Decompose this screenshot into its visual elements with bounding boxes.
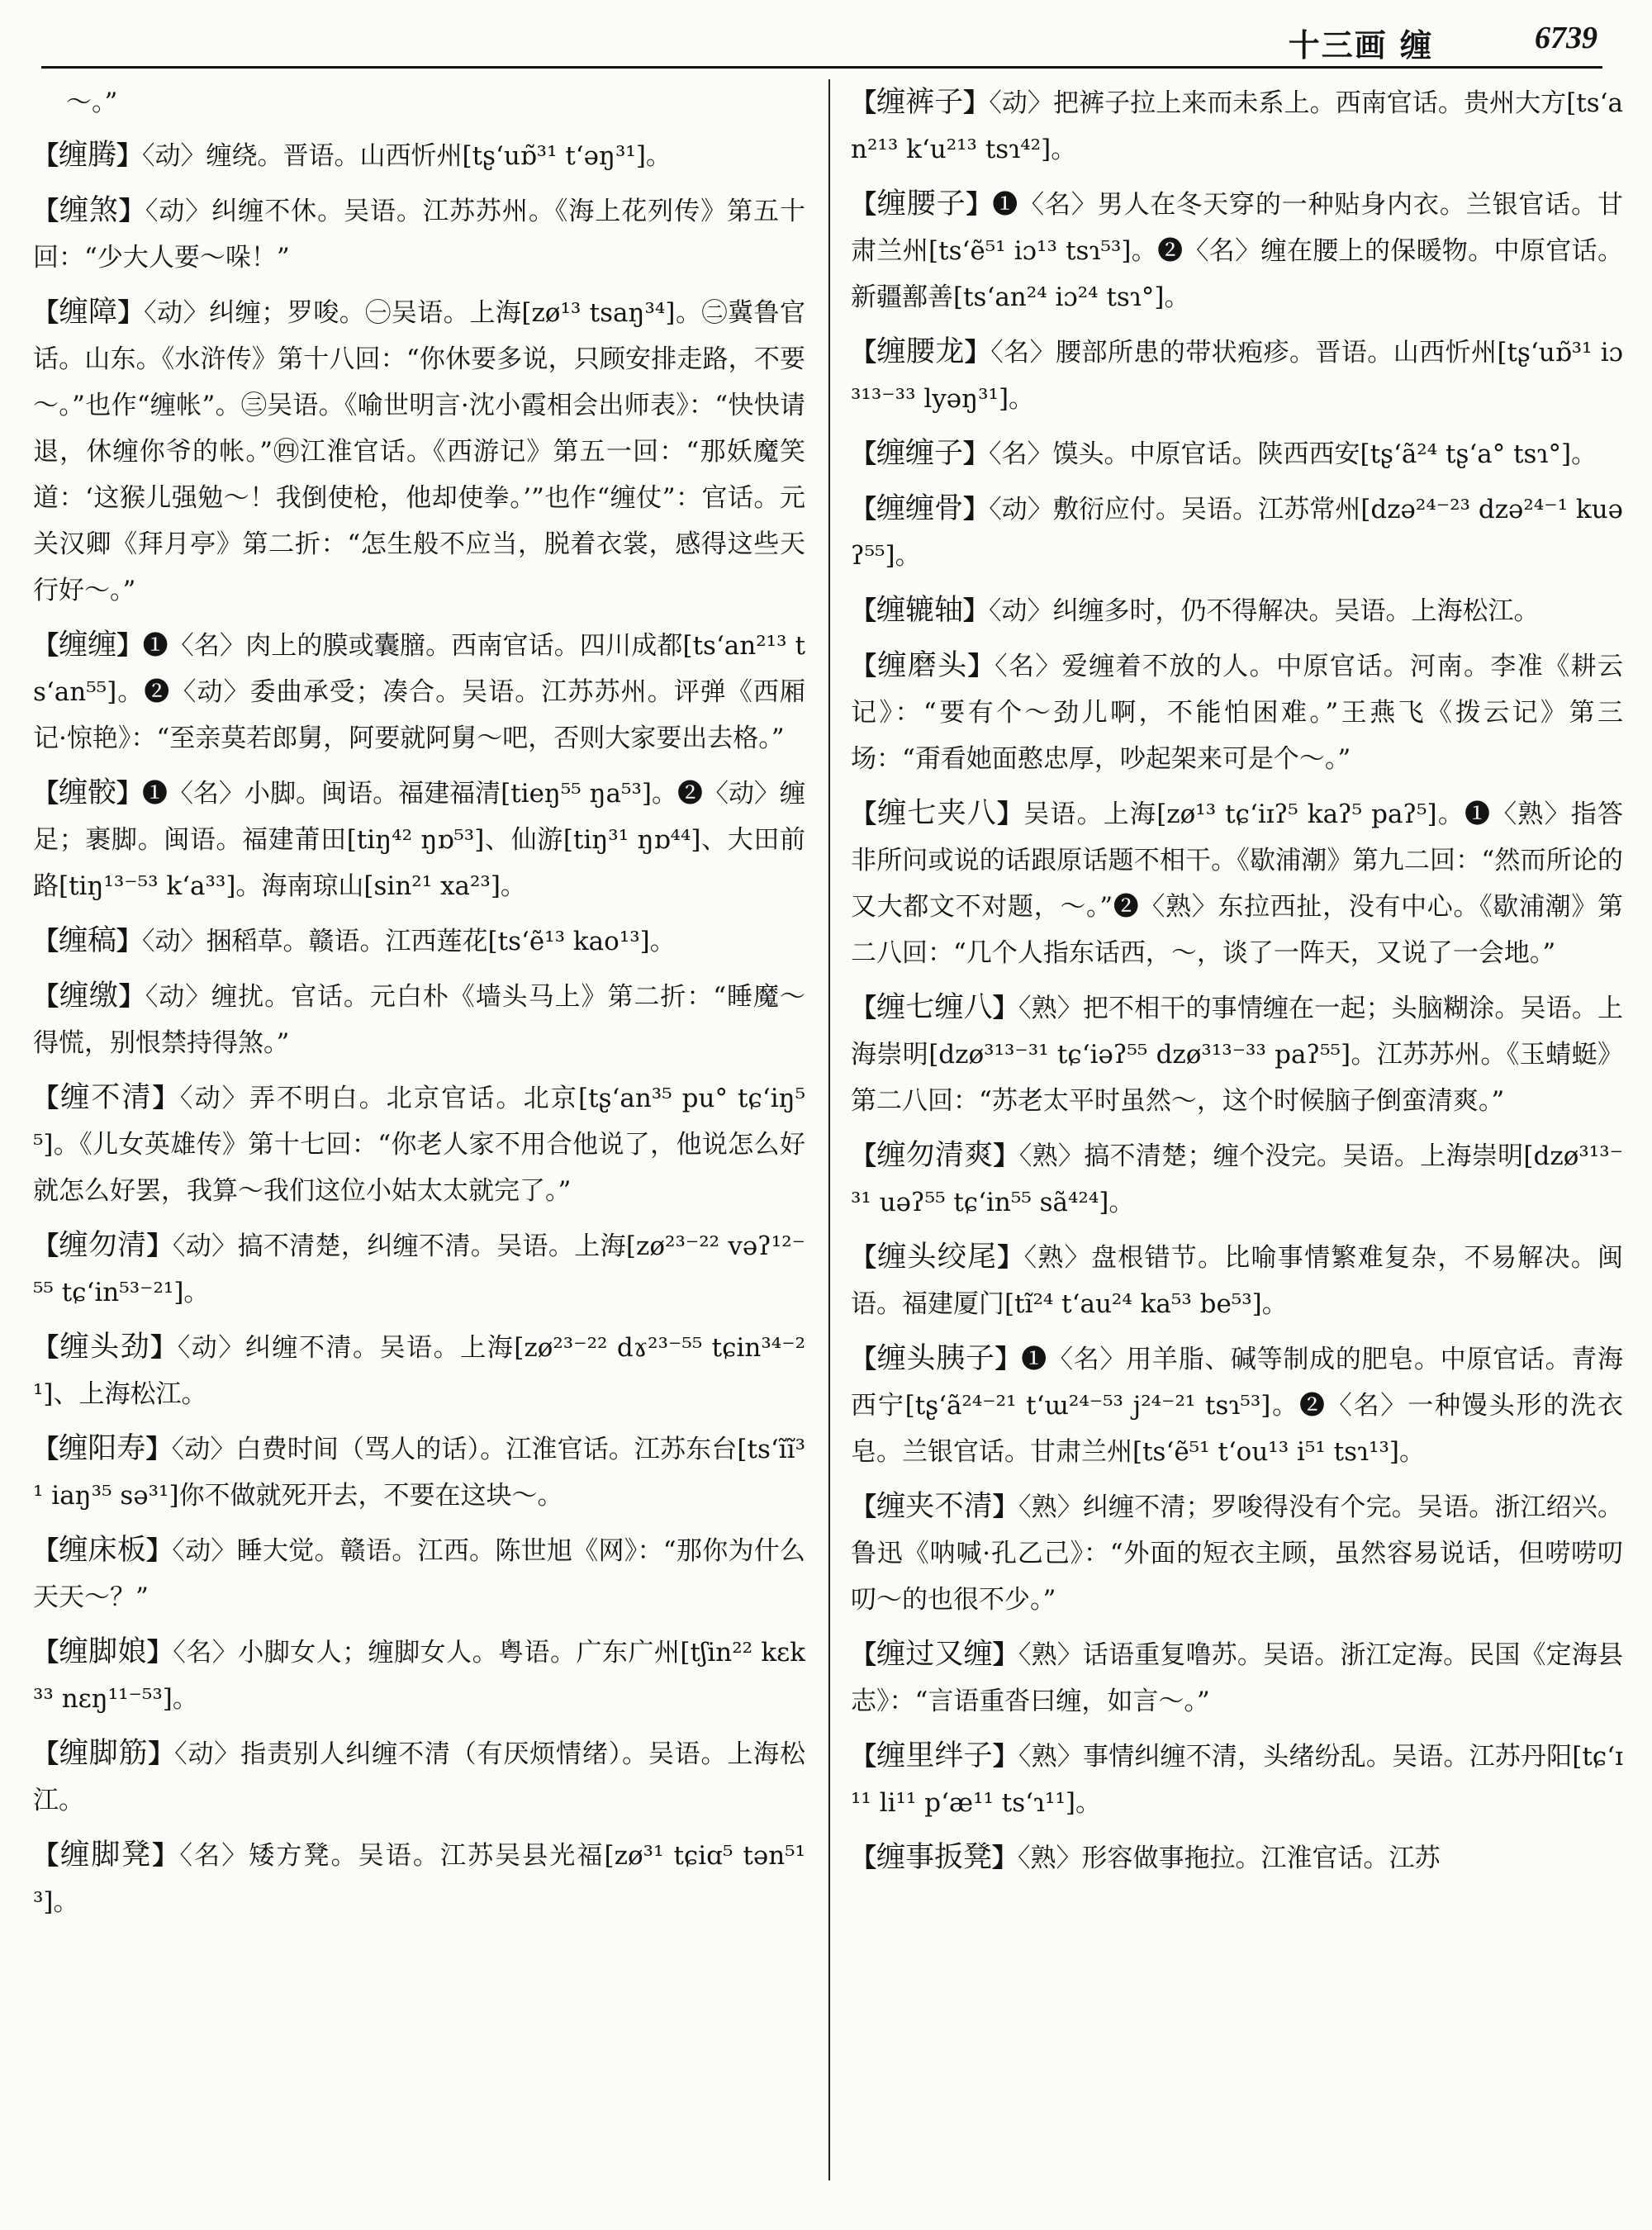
left-bracket: 【 (851, 596, 876, 626)
left-bracket: 【 (33, 631, 59, 661)
left-bracket: 【 (33, 1084, 61, 1113)
dictionary-entry (33, 973, 805, 1066)
definition-text: 〈名〉馍头。中原官话。陕西西安[tʂ‘ã²⁴ tʂ‘a° tsɿ°]。 (989, 439, 1597, 469)
right-bracket: 】 (146, 1638, 173, 1668)
headword: 缠缴 (59, 980, 119, 1013)
left-bracket: 【 (33, 1739, 59, 1769)
right-bracket: 】 (963, 495, 990, 524)
left-bracket: 【 (33, 779, 59, 809)
right-bracket: 】 (997, 1243, 1024, 1273)
right-bracket: 】 (966, 190, 993, 220)
right-bracket: 】 (995, 1345, 1022, 1374)
right-bracket: 】 (964, 338, 991, 368)
definition-text: 〈熟〉盘根错节。比喻事情繁难复杂，不易解决。闽语。福建厦门[tĩ²⁴ t‘au²⁴ ka⁵³ be⁵³]。 (851, 1243, 1623, 1319)
right-bracket: 】 (992, 1843, 1018, 1873)
definition-text: ❶〈名〉小脚。闽语。福建福清[tieŋ⁵⁵ ŋa⁵³]。❷〈动〉缠足；裹脚。闽语。福建莆田[tiŋ⁴² ŋɒ⁵³]、仙游[tiŋ³¹ ŋɒ⁴⁴]、大田前路[tiŋ¹³⁻⁵³ k‘a³³]。海南琼山[sin²¹ xa²³]。 (33, 779, 805, 901)
right-bracket: 】 (118, 197, 145, 226)
dictionary-entry (33, 1426, 805, 1519)
page-header (41, 18, 1602, 69)
headword: 缠七夹八 (877, 797, 997, 830)
right-bracket: 】 (146, 1231, 173, 1261)
right-bracket: 】 (963, 439, 990, 469)
definition-text: 〈动〉缠扰。官话。元白朴《墙头马上》第二折：“睡魔～得慌，别恨禁持得煞。” (33, 982, 805, 1058)
definition-text: 〈名〉腰部所患的带状疱疹。晋语。山西忻州[tʂ‘uɒ̃³¹ iɔ³¹³⁻³³ lyəŋ³¹]。 (851, 338, 1623, 414)
definition-text: ❶〈名〉用羊脂、碱等制成的肥皂。中原官话。青海西宁[tʂ‘ã²⁴⁻²¹ t‘ɯ²⁴⁻⁵³ j²⁴⁻²¹ tsɿ⁵³]。❷〈名〉一种馒头形的洗衣皂。兰银官话。甘肃兰州[ts‘ẽ⁵¹ t‘ou¹³ i⁵¹ tsɿ¹³]。 (851, 1345, 1623, 1467)
headword: 缠稿 (59, 924, 117, 957)
right-bracket: 】 (992, 1492, 1018, 1522)
definition-text: 〈熟〉话语重复噜苏。吴语。浙江定海。民国《定海县志》：“言语重沓曰缠，如言～。” (851, 1640, 1623, 1716)
headword: 缠头劲 (59, 1331, 151, 1364)
left-bracket: 【 (33, 197, 59, 226)
dictionary-entry (851, 1834, 1623, 1881)
left-bracket: 【 (851, 495, 877, 524)
right-bracket: 】 (148, 1739, 175, 1769)
dictionary-entry (851, 1234, 1623, 1327)
definition-text: 〈熟〉形容做事拖拉。江淮官话。江苏 (1018, 1843, 1441, 1873)
left-bracket: 【 (851, 1345, 877, 1374)
definition-text: 〈熟〉把不相干的事情缠在一起；头脑糊涂。吴语。上海崇明[dzø³¹³⁻³¹ tɕ‘iəʔ⁵⁵ dzø³¹³⁻³³ paʔ⁵⁵]。江苏苏州。《玉蜻蜓》第二八回：“苏老太平时虽然～，这个时候脑子倒蛮清爽。” (851, 994, 1623, 1116)
right-bracket: 】 (967, 652, 995, 681)
right-bracket: 】 (150, 1333, 178, 1363)
headword: 缠勿清 (59, 1229, 147, 1262)
headword: 缠床板 (59, 1534, 147, 1567)
definition-text: 〈动〉纠缠多时，仍不得解决。吴语。上海松江。 (989, 596, 1540, 626)
dictionary-entry (33, 1527, 805, 1620)
dictionary-entry (33, 1075, 805, 1214)
headword: 缠脚娘 (59, 1635, 147, 1668)
left-bracket: 【 (33, 1841, 61, 1871)
definition-text: 〈动〉弄不明白。北京官话。北京[tʂ‘an³⁵ pu° tɕ‘iŋ⁵⁵]。《儿女英雄传》第十七回：“你老人家不用合他说了，他说怎么好就怎么好罢，我算～我们这位小姑太太就完了。” (33, 1084, 805, 1206)
definition-text: 〈动〉纠缠不清。吴语。上海[zø²³⁻²² dɤ²³⁻⁵⁵ tɕin³⁴⁻²¹]、上海松江。 (33, 1333, 805, 1409)
left-bracket: 【 (851, 190, 877, 220)
right-bracket: 】 (993, 1141, 1019, 1171)
dictionary-entry (33, 289, 805, 614)
left-bracket: 【 (33, 1536, 59, 1566)
dictionary-entry (33, 1730, 805, 1824)
definition-text: 〈名〉矮方凳。吴语。江苏吴县光福[zø³¹ tɕiɑ⁵ tən⁵¹³]。 (33, 1841, 805, 1917)
headword: 缠辘轴 (876, 594, 964, 627)
headword: 缠裤子 (876, 86, 964, 119)
definition-text: 〈动〉白费时间（骂人的话）。江淮官话。江苏东台[ts‘ĩĩ³¹ iaŋ³⁵ sə³¹]你不做就死开去，不要在这块～。 (33, 1435, 805, 1511)
headword: 缠夹不清 (876, 1490, 993, 1523)
left-bracket: 【 (33, 141, 59, 171)
right-bracket: 】 (992, 994, 1018, 1023)
right-bracket: 】 (116, 631, 143, 661)
headword: 缠磨头 (877, 649, 968, 682)
left-bracket: 【 (851, 338, 877, 368)
dictionary-entry (33, 1832, 805, 1925)
left-bracket: 【 (851, 1243, 878, 1273)
headword: 缠骹 (59, 776, 117, 809)
definition-text: 〈名〉小脚女人；缠脚女人。粤语。广东广州[tʃin²² kɛk³³ nɛŋ¹¹⁻⁵³]。 (33, 1638, 805, 1714)
right-bracket: 】 (146, 1536, 173, 1566)
dictionary-entry (33, 1629, 805, 1722)
right-bracket: 】 (152, 1084, 180, 1113)
definition-text: 〈动〉纠缠不休。吴语。江苏苏州。《海上花列传》第五十回：“少大人要～哚！” (33, 197, 805, 273)
headword: 缠脚凳 (60, 1839, 153, 1872)
headword: 缠过又缠 (876, 1638, 993, 1671)
dictionary-entry (851, 587, 1623, 634)
left-bracket: 【 (851, 1843, 876, 1873)
right-bracket: 】 (116, 779, 143, 809)
right-bracket: 】 (117, 298, 145, 328)
definition-text: 〈动〉纠缠；罗唆。㊀吴语。上海[zø¹³ tsaŋ³⁴]。㊁冀鲁官话。山东。《水浒传》第十八回：“你休要多说，只顾安排走路，不要～。”也作“缠帐”。㊂吴语。《喻世明言·沈小霞相会出师表》：“快快请退，休缠你爷的帐。”㊃江淮官话。《西游记》第五一回：“那妖魔笑道：‘这猴儿强勉～！我倒使枪，他却使拳。’”也作“缠仗”：官话。元关汉卿《拜月亭》第二折：“怎生般不应当，脱着衣裳，感得这些天行好～。” (33, 298, 805, 605)
headword: 缠头胰子 (876, 1342, 995, 1375)
definition-text: ❶〈名〉肉上的膜或囊膪。西南官话。四川成都[ts‘an²¹³ ts‘an⁵⁵]。❷〈动〉委曲承受；凑合。吴语。江苏苏州。评弹《西厢记·惊艳》：“至亲莫若郎舅，阿要就阿舅～吧，否则大家要出去格。” (33, 631, 805, 753)
left-bracket: 【 (33, 1435, 59, 1464)
headword: 缠腰龙 (876, 335, 965, 368)
right-bracket: 】 (116, 927, 143, 956)
right-bracket: 】 (152, 1841, 180, 1871)
headword: 缠勿清爽 (876, 1139, 994, 1172)
headword: 缠腾 (59, 139, 117, 172)
dictionary-entry (33, 918, 805, 965)
headword: 缠七缠八 (876, 991, 993, 1024)
definition-text: 〈动〉捆稻草。赣语。江西莲花[ts‘ẽ¹³ kao¹³]。 (142, 927, 676, 956)
definition-text: 〈名〉爱缠着不放的人。中原官话。河南。李准《耕云记》：“要有个～劲儿啊，不能怕困难。”王燕飞《拨云记》第三场：“甭看她面憨忠厚，吵起架来可是个～。” (851, 652, 1623, 774)
dictionary-entry (851, 486, 1623, 579)
definition-text: 〈熟〉纠缠不清；罗唆得没有个完。吴语。浙江绍兴。鲁迅《呐喊·孔乙己》：“外面的短衣主顾，虽然容易说话，但唠唠叨叨～的也很不少。” (851, 1492, 1623, 1615)
left-bracket: 【 (851, 652, 878, 681)
dictionary-entry (851, 790, 1623, 976)
headword: 缠腰子 (876, 187, 966, 221)
left-bracket: 【 (851, 1640, 877, 1670)
right-bracket: 】 (118, 982, 145, 1012)
dictionary-entry (33, 132, 805, 179)
definition-text: 〈动〉指责别人纠缠不清（有厌烦情绪）。吴语。上海松江。 (33, 1739, 805, 1815)
headword: 缠头绞尾 (877, 1241, 998, 1274)
dictionary-entry (33, 770, 805, 909)
left-bracket: 【 (33, 1231, 59, 1261)
dictionary-entry (851, 1132, 1623, 1226)
left-bracket: 【 (851, 439, 876, 469)
continuation-text: ～。” (66, 88, 118, 117)
section-title: 十三画 缠 (1288, 26, 1433, 64)
dictionary-entry (851, 79, 1623, 173)
right-column (851, 79, 1623, 2230)
left-bracket: 【 (851, 88, 877, 118)
headword: 缠脚筋 (59, 1737, 149, 1770)
right-bracket: 】 (992, 1640, 1018, 1670)
left-bracket: 【 (851, 994, 877, 1023)
right-bracket: 】 (116, 141, 143, 171)
dictionary-entry (33, 622, 805, 762)
left-bracket: 【 (851, 1492, 877, 1522)
definition-text: 〈动〉搞不清楚，纠缠不清。吴语。上海[zø²³⁻²² vəʔ¹²⁻⁵⁵ tɕ‘in⁵³⁻²¹]。 (33, 1231, 805, 1307)
right-bracket: 】 (992, 1742, 1019, 1772)
left-bracket: 【 (33, 1638, 59, 1668)
dictionary-entry (851, 1631, 1623, 1725)
column-divider (828, 79, 830, 2180)
dictionary-entry (851, 430, 1623, 477)
page-number: 6739 (1535, 21, 1597, 55)
headword: 缠缠 (59, 629, 117, 662)
dictionary-entry (851, 181, 1623, 320)
right-bracket: 】 (145, 1435, 172, 1464)
headword: 缠事扳凳 (876, 1841, 993, 1874)
definition-text: 〈动〉敷衍应付。吴语。江苏常州[dzə²⁴⁻²³ dzə²⁴⁻¹ kuəʔ⁵⁵]。 (851, 495, 1623, 571)
right-bracket: 】 (997, 799, 1024, 829)
dictionary-entry (851, 1483, 1623, 1623)
left-bracket: 【 (851, 1742, 877, 1772)
left-bracket: 【 (851, 799, 878, 829)
headword: 缠缠子 (876, 437, 964, 470)
dictionary-entry (33, 1324, 805, 1417)
headword: 缠阳寿 (59, 1432, 146, 1465)
definition-text: 〈熟〉搞不清楚；缠个没完。吴语。上海崇明[dzø³¹³⁻³¹ uəʔ⁵⁵ tɕ‘in⁵⁵ sã⁴²⁴]。 (851, 1141, 1623, 1217)
dictionary-entry (851, 329, 1623, 422)
left-column (33, 79, 805, 2230)
definition-text: 〈动〉缠绕。晋语。山西忻州[tʂ‘uɒ̃³¹ t‘əŋ³¹]。 (142, 141, 672, 171)
dictionary-entry (33, 1222, 805, 1316)
left-bracket: 【 (33, 927, 59, 956)
dictionary-entry (851, 643, 1623, 782)
dictionary-entry (851, 1336, 1623, 1475)
definition-text: 〈动〉把裤子拉上来而未系上。西南官话。贵州大方[ts‘an²¹³ k‘u²¹³ tsɿ⁴²]。 (851, 88, 1623, 164)
left-bracket: 【 (33, 982, 59, 1012)
definition-text: 〈熟〉事情纠缠不清，头绪纷乱。吴语。江苏丹阳[tɕ‘ɪ¹¹ li¹¹ p‘æ¹¹ ts‘ɿ¹¹]。 (851, 1742, 1623, 1818)
right-bracket: 】 (963, 88, 990, 118)
definition-text: 〈动〉睡大觉。赣语。江西。陈世旭《网》：“那你为什么天天～？” (33, 1536, 805, 1612)
definition-text: ❶〈名〉男人在冬天穿的一种贴身内衣。兰银官话。甘肃兰州[ts‘ẽ⁵¹ iɔ¹³ tsɿ⁵³]。❷〈名〉缠在腰上的保暖物。中原官话。新疆鄯善[ts‘an²⁴ iɔ²⁴ tsɿ°]。 (851, 190, 1623, 312)
headword: 缠不清 (60, 1081, 153, 1114)
headword: 缠缠骨 (876, 492, 964, 525)
dictionary-entry (851, 985, 1623, 1124)
right-bracket: 】 (963, 596, 990, 626)
left-bracket: 【 (33, 1333, 60, 1363)
dictionary-entry (851, 1733, 1623, 1826)
dictionary-entry (33, 187, 805, 281)
left-bracket: 【 (33, 298, 59, 328)
definition-text: 吴语。上海[zø¹³ tɕ‘iɪʔ⁵ kaʔ⁵ paʔ⁵]。❶〈熟〉指答非所问或说的话跟原话题不相干。《歇浦潮》第九二回：“然而所论的又大都文不对题，～。”❷〈熟〉东拉西扯，没有中心。《歇浦潮》第二八回：“几个人指东话西，～，谈了一阵天，又说了一会地。” (851, 799, 1623, 968)
headword: 缠煞 (59, 194, 119, 227)
left-bracket: 【 (851, 1141, 877, 1171)
headword: 缠里绊子 (876, 1739, 993, 1772)
headword: 缠障 (59, 296, 118, 329)
